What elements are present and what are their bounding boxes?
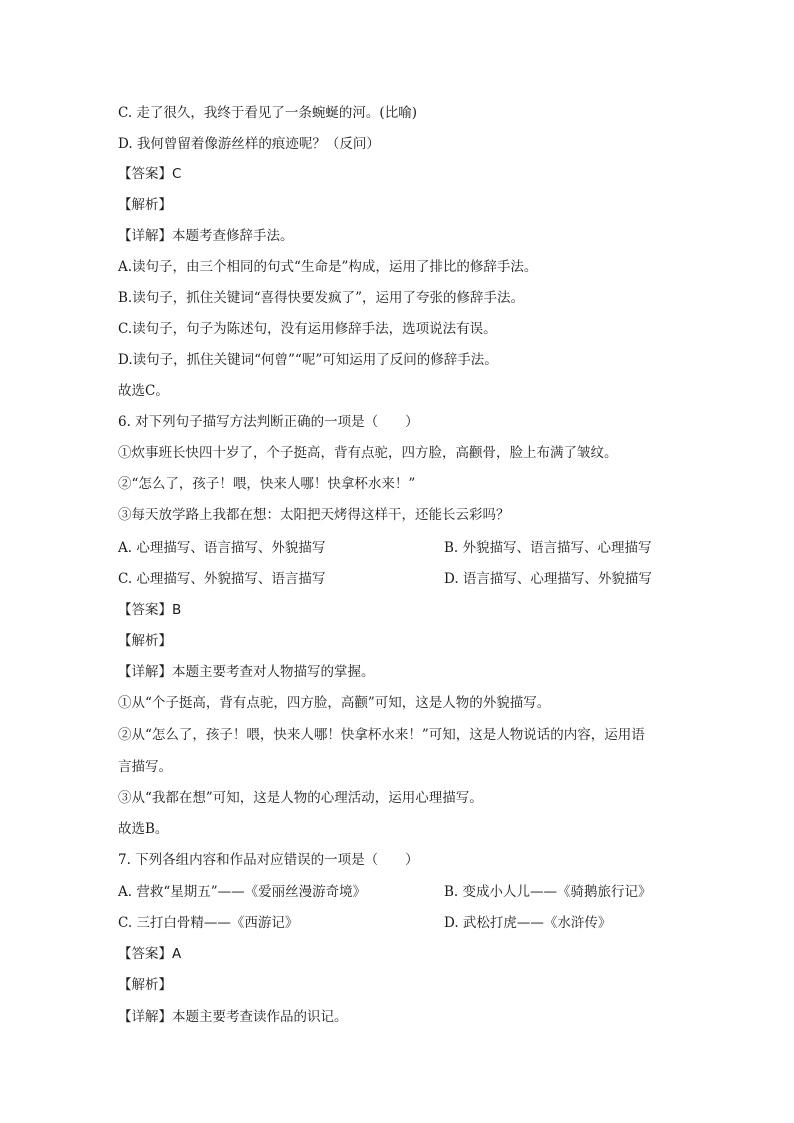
- q7-detail: 【详解】本题主要考查读作品的识记。: [118, 1009, 348, 1025]
- q5-analysis-heading: 【解析】: [118, 197, 172, 213]
- q5-explain-d: D.读句子，抓住关键词“何曾”“呢”可知运用了反问的修辞手法。: [118, 352, 498, 368]
- q6-sentence-1: ①炊事班长快四十岁了，个子挺高，背有点驼，四方脸，高颧骨，脸上布满了皱纹。: [118, 445, 618, 461]
- q6-option-c: C. 心理描写、外貌描写、语言描写: [118, 571, 326, 587]
- q6-stem: 6. 对下列句子描写方法判断正确的一项是（ ）: [118, 414, 419, 430]
- q6-detail: 【详解】本题主要考查对人物描写的掌握。: [118, 664, 375, 680]
- q6-answer: 【答案】B: [118, 602, 182, 618]
- q7-option-a: A. 营救“星期五”——《爱丽丝漫游奇境》: [118, 884, 367, 900]
- q5-explain-a: A.读句子，由三个相同的句式“生命是”构成，运用了排比的修辞手法。: [118, 259, 538, 275]
- q7-option-c: C. 三打白骨精——《西游记》: [118, 915, 299, 931]
- q6-analysis-heading: 【解析】: [118, 633, 172, 649]
- q5-answer: 【答案】C: [118, 166, 182, 182]
- q6-option-d: D. 语言描写、心理描写、外貌描写: [444, 571, 652, 587]
- q7-answer: 【答案】A: [118, 946, 182, 962]
- q7-analysis-heading: 【解析】: [118, 977, 172, 993]
- q5-explain-b: B.读句子，抓住关键词“喜得快要发疯了”，运用了夸张的修辞手法。: [118, 290, 525, 306]
- q5-explain-c: C.读句子，句子为陈述句，没有运用修辞手法，选项说法有误。: [118, 321, 497, 337]
- q6-conclusion: 故选B。: [118, 821, 169, 837]
- q5-option-c: C. 走了很久，我终于看见了一条蜿蜒的河。(比喻): [118, 105, 417, 121]
- q6-option-b: B. 外貌描写、语言描写、心理描写: [444, 540, 652, 556]
- q6-sentence-2: ②“怎么了，孩子！喂，快来人哪！快拿杯水来！”: [118, 476, 416, 492]
- q6-explain-1: ①从“个子挺高，背有点驼，四方脸，高颧”可知，这是人物的外貌描写。: [118, 695, 551, 711]
- q5-option-d: D. 我何曾留着像游丝样的痕迹呢？（反问）: [118, 136, 380, 152]
- q6-explain-2: ②从“怎么了，孩子！喂，快来人哪！快拿杯水来！”可知，这是人物说话的内容，运用语: [118, 727, 645, 743]
- q6-option-a: A. 心理描写、语言描写、外貌描写: [118, 540, 326, 556]
- q6-explain-2-cont: 言描写。: [118, 759, 172, 775]
- q7-option-b: B. 变成小人儿——《骑鹅旅行记》: [444, 884, 652, 900]
- q6-sentence-3: ③每天放学路上我都在想：太阳把天烤得这样干，还能长云彩吗？: [118, 507, 510, 523]
- q5-detail: 【详解】本题考查修辞手法。: [118, 228, 294, 244]
- q5-conclusion: 故选C。: [118, 383, 169, 399]
- q6-explain-3: ③从“我都在想”可知，这是人物的心理活动，运用心理描写。: [118, 790, 483, 806]
- q7-stem: 7. 下列各组内容和作品对应错误的一项是（ ）: [118, 852, 419, 868]
- q7-option-d: D. 武松打虎——《水浒传》: [444, 915, 612, 931]
